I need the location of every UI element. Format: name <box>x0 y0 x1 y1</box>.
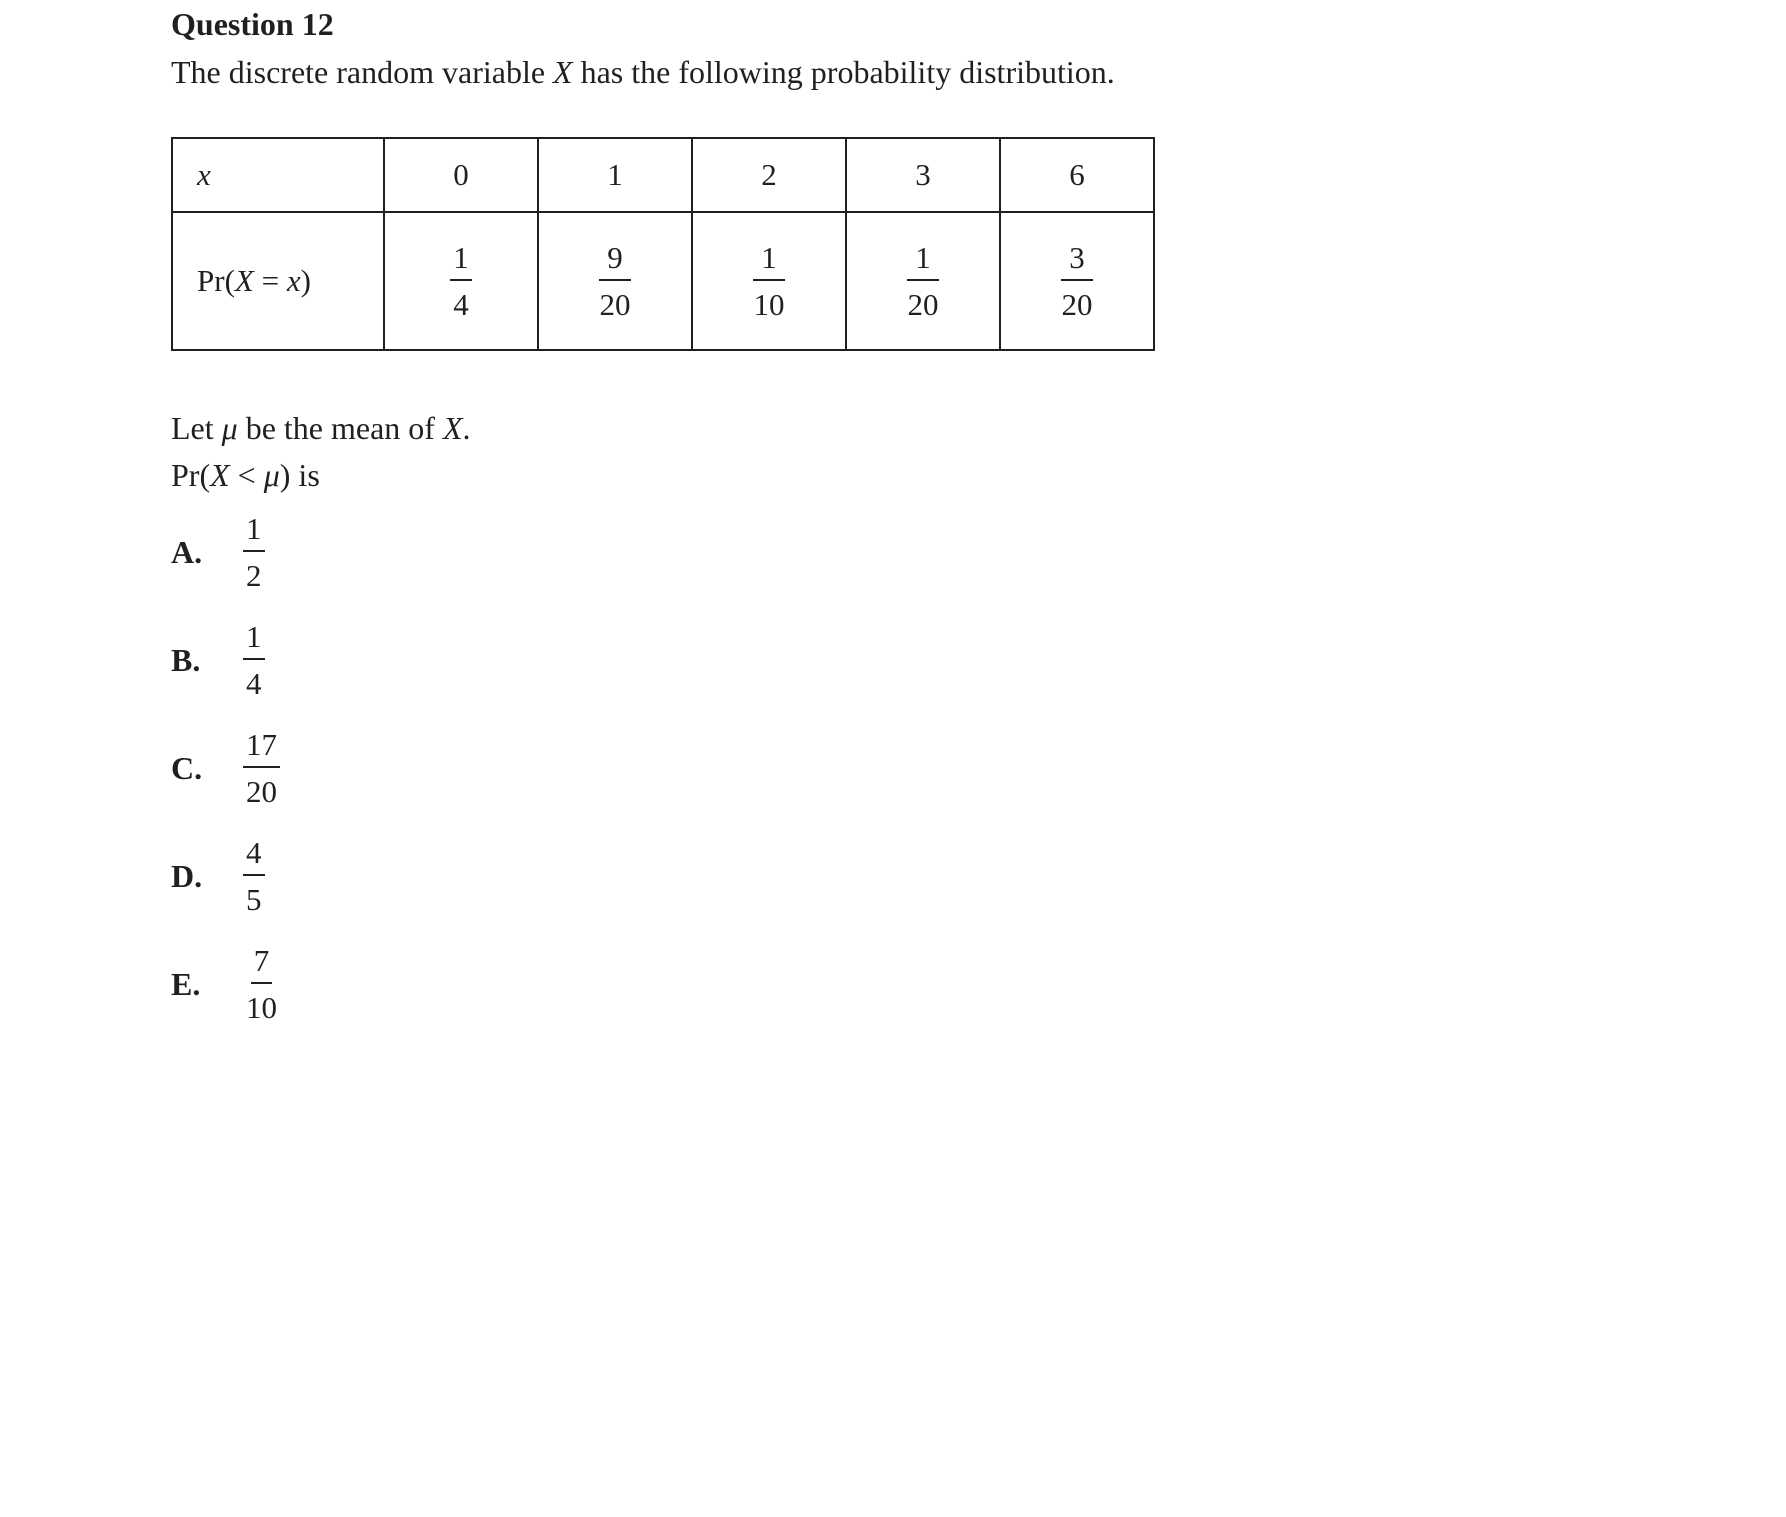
table-row-x-values <box>172 138 1154 212</box>
option-fraction: $\frac{1}{2}$ <box>243 513 265 591</box>
option-letter: A. <box>171 533 203 570</box>
probability-cell <box>1000 212 1154 350</box>
x-value-cell: 3 <box>846 138 1000 212</box>
x-value-cell: 2 <box>692 138 846 212</box>
question-prompt: Pr(X < μ) is <box>171 457 320 493</box>
option-d[interactable] <box>171 837 265 915</box>
fraction: $\frac{1}{4}$ <box>450 242 472 320</box>
fraction: $\frac{1}{10}$ <box>753 240 785 322</box>
question-title: Question 12 <box>171 6 334 42</box>
x-value-cell: 6 <box>1000 138 1154 212</box>
probability-cell <box>538 212 692 350</box>
option-fraction: $\frac{1}{4}$ <box>243 621 265 699</box>
x-value-cell: 0 <box>384 138 538 212</box>
option-letter: C. <box>171 749 203 786</box>
probability-distribution-table <box>171 137 1155 351</box>
probability-cell <box>846 212 1000 350</box>
option-a[interactable] <box>171 513 265 591</box>
fraction: $\frac{1}{20}$ <box>907 240 939 322</box>
fraction: $\frac{3}{20}$ <box>1061 240 1093 322</box>
option-e[interactable] <box>171 945 280 1023</box>
table-header-probability: Pr(X = x) <box>172 212 384 350</box>
mean-definition: Let μ be the mean of X. <box>171 410 471 446</box>
question-stem: The discrete random variable X has the following probability distribution. <box>171 54 1115 90</box>
option-letter: E. <box>171 965 201 1002</box>
option-letter: D. <box>171 857 203 894</box>
probability-cell <box>692 212 846 350</box>
x-value-cell: 1 <box>538 138 692 212</box>
option-fraction: $\frac{4}{5}$ <box>243 837 265 915</box>
option-fraction: $\frac{7}{10}$ <box>246 943 277 1025</box>
fraction: $\frac{9}{20}$ <box>599 240 631 322</box>
option-fraction: $\frac{17}{20}$ <box>243 729 280 807</box>
option-letter: B. <box>171 641 201 678</box>
table-header-x: x <box>172 138 384 212</box>
option-c[interactable] <box>171 729 280 807</box>
probability-cell <box>384 212 538 350</box>
table-row-probabilities <box>172 212 1154 350</box>
option-b[interactable] <box>171 621 265 699</box>
